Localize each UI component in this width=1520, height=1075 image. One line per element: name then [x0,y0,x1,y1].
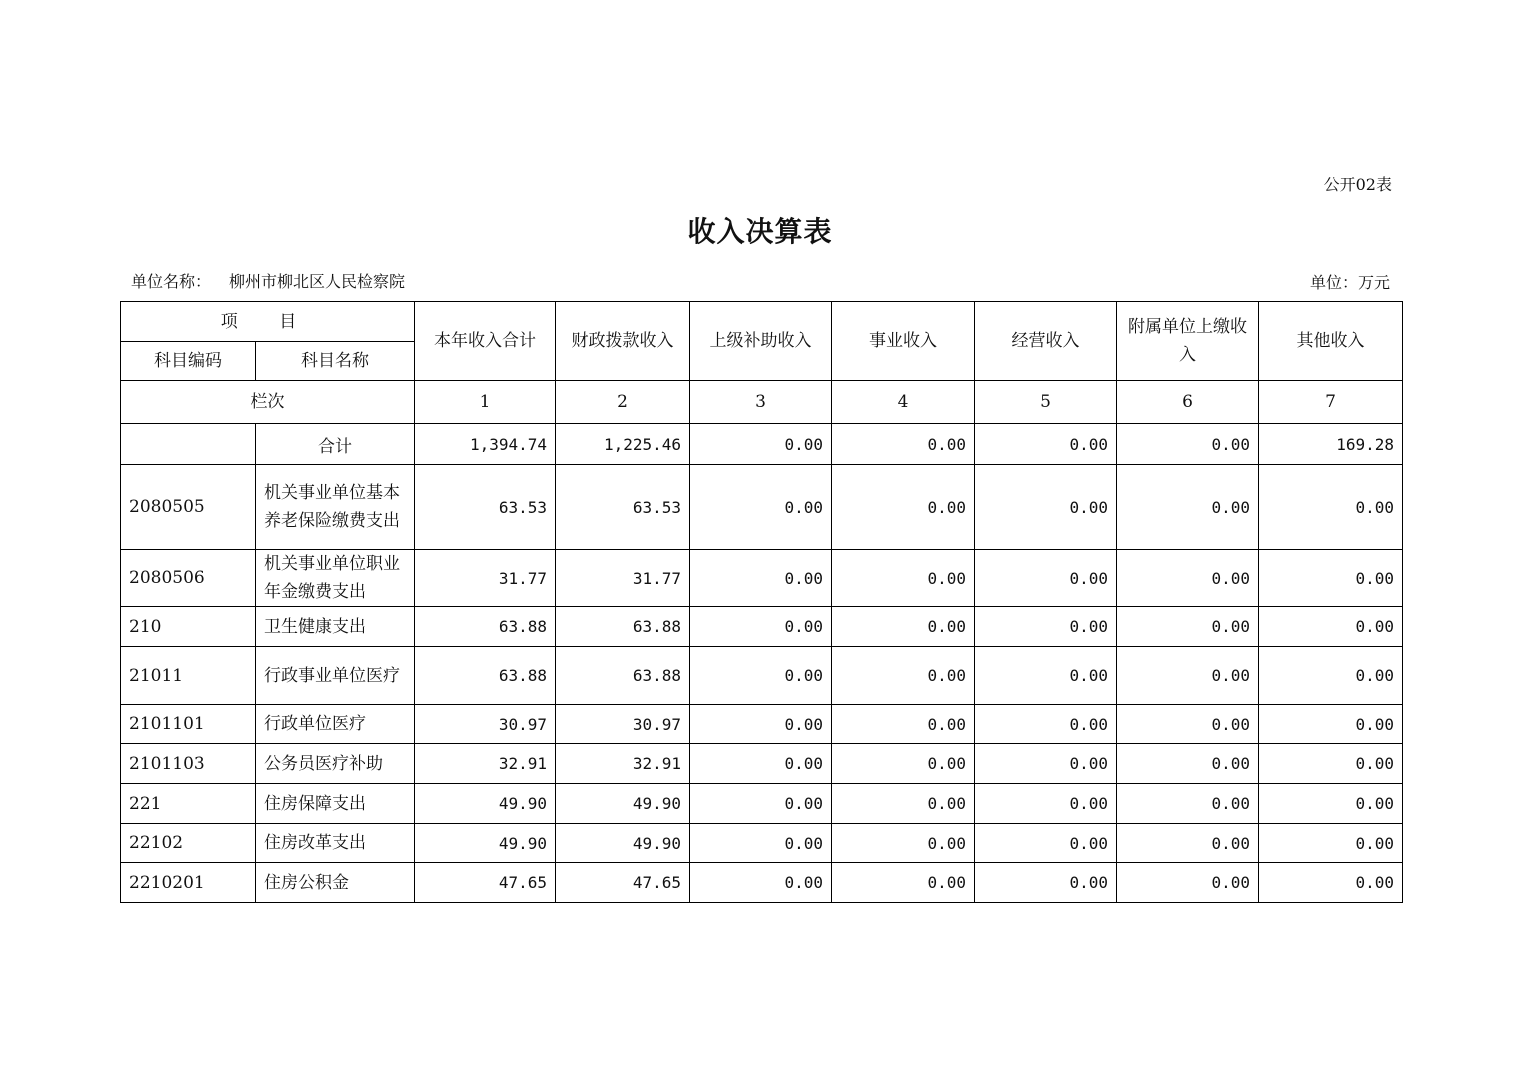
amount-cell: 0.00 [1259,744,1403,784]
amount-cell: 0.00 [1259,550,1403,607]
amount-cell: 0.00 [690,550,832,607]
subject-name: 行政单位医疗 [256,705,415,744]
amount-cell: 0.00 [1117,784,1259,824]
amount-cell: 0.00 [1259,784,1403,824]
amount-cell: 0.00 [1259,607,1403,647]
amount-cell: 0.00 [832,744,975,784]
amount-cell: 0.00 [690,607,832,647]
header-col-business: 事业收入 [832,302,975,381]
amount-cell: 0.00 [1117,607,1259,647]
amount-cell: 0.00 [832,863,975,903]
amount-cell: 0.00 [975,863,1117,903]
amount-cell: 63.88 [556,607,690,647]
table-row [121,465,1403,550]
amount-cell: 63.88 [556,647,690,705]
amount-cell: 0.00 [832,607,975,647]
header-col-other: 其他收入 [1259,302,1403,381]
col-num: 4 [832,381,975,424]
col-num: 1 [415,381,556,424]
amount-cell: 0.00 [1117,744,1259,784]
amount-cell: 0.00 [832,784,975,824]
amount-cell: 32.91 [556,744,690,784]
amount-cell: 49.90 [556,784,690,824]
col-num: 3 [690,381,832,424]
amount-cell: 0.00 [1117,863,1259,903]
amount-cell: 0.00 [1259,705,1403,744]
amount-cell: 47.65 [556,863,690,903]
table-header [121,302,1403,424]
amount-cell: 30.97 [556,705,690,744]
amount-cell: 32.91 [415,744,556,784]
unit-name-value: 柳州市柳北区人民检察院 [229,272,406,291]
page-title: 收入决算表 [687,215,833,248]
table-row [121,824,1403,863]
amount-cell: 0.00 [1117,465,1259,550]
amount-cell: 0.00 [832,647,975,705]
amount-cell: 0.00 [690,824,832,863]
subject-code: 2080506 [121,550,256,607]
amount-cell: 0.00 [1117,550,1259,607]
table-row [121,705,1403,744]
amount-cell: 0.00 [975,465,1117,550]
header-row-label: 栏次 [121,381,415,424]
amount-cell: 49.90 [415,824,556,863]
amount-cell: 0.00 [975,647,1117,705]
subject-code: 22102 [121,824,256,863]
header-item: 项 目 [121,302,415,342]
table-row [121,607,1403,647]
amount-cell: 0.00 [975,607,1117,647]
form-number: 公开02表 [1323,175,1392,194]
subject-name: 住房保障支出 [256,784,415,824]
amount-cell: 31.77 [415,550,556,607]
total-row [121,424,1403,465]
total-value: 0.00 [690,424,832,465]
amount-cell: 0.00 [975,705,1117,744]
subject-name: 住房改革支出 [256,824,415,863]
currency-unit: 单位：万元 [1309,273,1390,292]
col-num: 2 [556,381,690,424]
amount-cell: 0.00 [1259,465,1403,550]
amount-cell: 63.88 [415,647,556,705]
amount-cell: 49.90 [415,784,556,824]
amount-cell: 0.00 [1259,863,1403,903]
amount-cell: 0.00 [832,465,975,550]
amount-cell: 0.00 [690,784,832,824]
unit-name-label: 单位名称： [131,272,212,291]
table-body [121,424,1403,903]
amount-cell: 0.00 [1117,647,1259,705]
amount-cell: 0.00 [832,705,975,744]
amount-cell: 49.90 [556,824,690,863]
subject-name: 机关事业单位职业年金缴费支出 [256,550,415,607]
subject-code: 21011 [121,647,256,705]
amount-cell: 0.00 [1117,824,1259,863]
subject-name: 公务员医疗补助 [256,744,415,784]
income-table [120,301,1403,903]
table-row [121,784,1403,824]
header-col-affiliated: 附属单位上缴收入 [1117,302,1259,381]
total-value: 0.00 [832,424,975,465]
amount-cell: 0.00 [975,824,1117,863]
subject-code: 2101103 [121,744,256,784]
header-col-superior-subsidy: 上级补助收入 [690,302,832,381]
total-code-cell [121,424,256,465]
amount-cell: 0.00 [832,824,975,863]
table-row [121,550,1403,607]
col-num: 5 [975,381,1117,424]
amount-cell: 63.88 [415,607,556,647]
subject-code: 2080505 [121,465,256,550]
amount-cell: 0.00 [1259,647,1403,705]
table-row [121,744,1403,784]
header-code: 科目编码 [121,342,256,381]
header-col-fiscal: 财政拨款收入 [556,302,690,381]
subject-name: 机关事业单位基本养老保险缴费支出 [256,465,415,550]
subject-name: 卫生健康支出 [256,607,415,647]
header-col-total: 本年收入合计 [415,302,556,381]
amount-cell: 0.00 [690,744,832,784]
amount-cell: 31.77 [556,550,690,607]
amount-cell: 30.97 [415,705,556,744]
total-label: 合计 [256,424,415,465]
amount-cell: 0.00 [690,465,832,550]
col-num: 6 [1117,381,1259,424]
subject-code: 221 [121,784,256,824]
amount-cell: 63.53 [556,465,690,550]
total-value: 0.00 [1117,424,1259,465]
amount-cell: 0.00 [1259,824,1403,863]
subject-name: 住房公积金 [256,863,415,903]
amount-cell: 0.00 [1117,705,1259,744]
header-name: 科目名称 [256,342,415,381]
unit-name-line [131,269,405,292]
subject-name: 行政事业单位医疗 [256,647,415,705]
amount-cell: 47.65 [415,863,556,903]
amount-cell: 0.00 [975,550,1117,607]
total-value: 0.00 [975,424,1117,465]
header-col-operating: 经营收入 [975,302,1117,381]
amount-cell: 63.53 [415,465,556,550]
table-row [121,863,1403,903]
subject-code: 2101101 [121,705,256,744]
subject-code: 2210201 [121,863,256,903]
col-num: 7 [1259,381,1403,424]
total-value: 1,394.74 [415,424,556,465]
amount-cell: 0.00 [975,744,1117,784]
amount-cell: 0.00 [690,647,832,705]
table-row [121,647,1403,705]
subject-code: 210 [121,607,256,647]
total-value: 169.28 [1259,424,1403,465]
total-value: 1,225.46 [556,424,690,465]
amount-cell: 0.00 [690,705,832,744]
amount-cell: 0.00 [975,784,1117,824]
amount-cell: 0.00 [832,550,975,607]
amount-cell: 0.00 [690,863,832,903]
